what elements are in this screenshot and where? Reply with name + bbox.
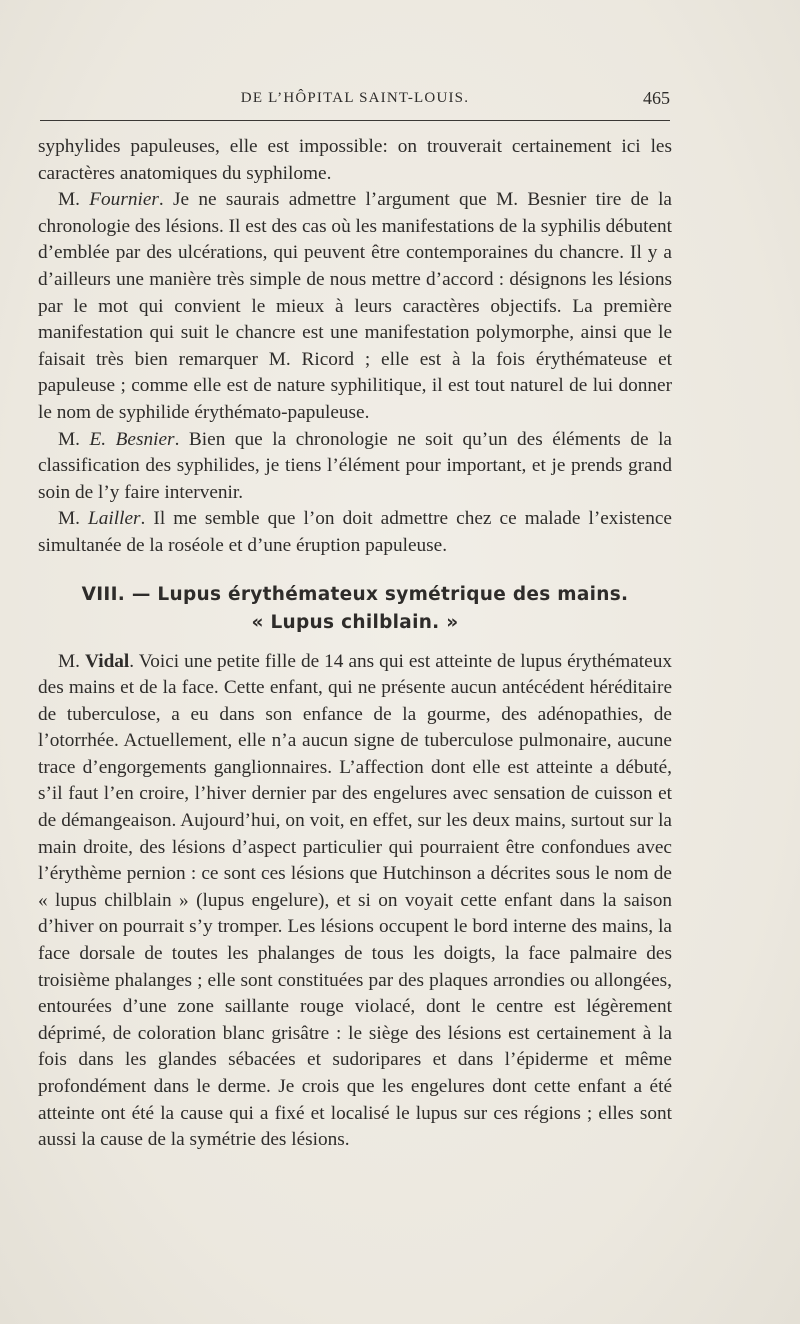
section-heading [38,581,672,637]
speaker-prefix: M. [58,428,90,450]
paragraph-continuation [38,134,672,187]
paragraph-fournier [38,187,672,426]
speaker-name: Vidal [85,650,130,672]
speaker-prefix: M. [58,508,89,530]
paragraph-text: . Je ne saurais admettre l’argument que M. Besnier tire de la chronologie des lésions. Il est des cas où les manifestations de la syphilis débutent d’emblée par des ulcérations, qui peuvent être contemporaines du chancre. Il y a d’ailleurs une manière très simple de nous mettre d’accord : désignons les lésions par le mot qui convient le mieux à leurs caractères objectifs. La première manifestation qui suit le chancre est une manifestation polymorphe, ainsi que le faisait très bien remarquer M. Ricord ; elle est à la fois érythémateuse et papuleuse ; comme elle est de nature syphilitique, il est tout naturel de lui donner le nom de syphilide érythémato-papuleuse. [38,189,673,423]
section-title: VIII. — Lupus érythémateux symétrique des mains. [81,583,629,605]
paragraph-text: . Bien que la chronologie ne soit qu’un des éléments de la classification des syphilides, je tiens l’élément pour important, et je prends grand soin de l’y faire intervenir. [38,428,672,503]
paragraph-text: . Il me semble que l’on doit admettre chez ce malade l’existence simultanée de la roséole et d’une éruption papuleuse. [38,508,672,556]
header-rule [40,120,670,121]
running-head [40,86,670,112]
paragraph-text: . Voici une petite fille de 14 ans qui est atteinte de lupus érythémateux des mains et de la face. Cette enfant, qui ne présente aucun antécédent héréditaire de tuberculose, a eu dans son enfance de la gourme, des adénopathies, de l’otorrhée. Actuellement, elle n’a aucun signe de tuberculose pulmonaire, aucune trace d’engorgements ganglionnaires. L’affection dont elle est atteinte a débuté, s’il faut l’en croire, l’hiver dernier par des engelures avec sensation de cuisson et de démangeaison. Aujourd’hui, on voit, en effet, sur les deux mains, surtout sur la main droite, des lésions d’aspect particulier qui pourraient être confondues avec l’érythème pernion : ce sont ces lésions que Hutchinson a décrites sous le nom de « lupus chilblain » (lupus engelure), et si on voyait cette enfant dans la saison d’hiver on pourrait s’y tromper. Les lésions occupent le bord interne des mains, la face dorsale de toutes les phalanges de tous les doigts, la face palmaire des troisième phalanges ; elle sont constituées par des plaques arrondies ou allongées, entourées d’une zone saillante rouge violacé, dont le centre est légèrement déprimé, de coloration blanc grisâtre : le siège des lésions est certainement à la fois dans les glandes sébacées et sudoripares et dans l’épiderme et même profondément dans le derme. Je crois que les engelures dont cette enfant a été atteinte ont été la cause qui a fixé et localisé le lupus sur ces régions ; elles sont aussi la cause de la symétrie des lésions. [38,650,672,1151]
page-number: 465 [643,88,670,108]
paragraph-lailler [38,506,672,559]
speaker-name: Lailler [88,508,141,530]
paragraph-vidal [38,649,672,1154]
speaker-name: Fournier [89,189,159,211]
speaker-name: E. Besnier [89,428,175,450]
speaker-prefix: M. [58,650,85,672]
section-subtitle: « Lupus chilblain. » [251,611,459,633]
running-title: DE L’HÔPITAL SAINT-LOUIS. [240,90,470,106]
paragraph-besnier [38,427,672,507]
speaker-prefix: M. [58,189,90,211]
paragraph-text: syphylides papuleuses, elle est impossible: on trouverait certainement ici les caractères anatomiques du syphilome. [38,136,672,184]
body-text [38,134,672,1154]
